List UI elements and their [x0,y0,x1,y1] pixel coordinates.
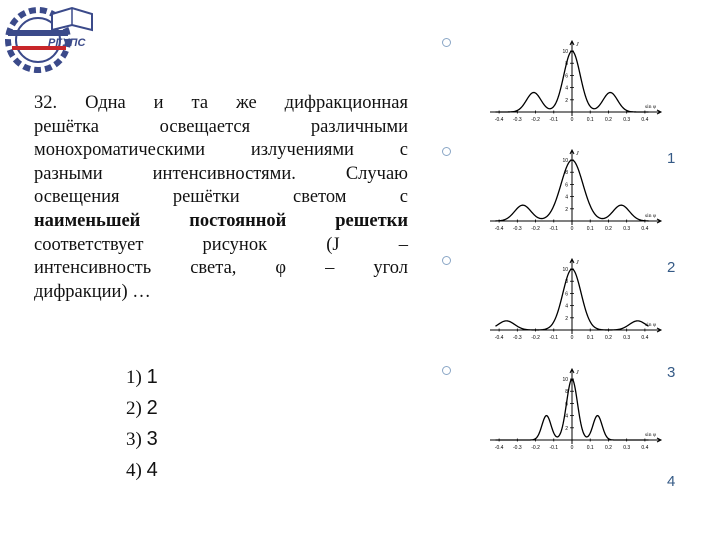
x-tick-label: -0.3 [513,335,522,341]
x-tick-label: -0.3 [513,117,522,123]
y-tick-label: 10 [562,377,568,384]
diffraction-figure-3 [478,258,668,350]
question-text [34,92,408,304]
answer-option-2[interactable]: 2) 2 [126,397,158,419]
y-axis-label: J [576,260,579,266]
x-axis-label: sin φ [645,104,656,110]
x-tick-label: 0.3 [623,117,631,123]
y-tick-label: 8 [565,170,568,177]
question-line: разными интенсивностями. Случаю [34,163,408,184]
bullet-icon [442,256,451,265]
x-tick-label: -0.4 [494,117,504,123]
y-tick-label: 2 [565,206,568,213]
x-tick-label: 0 [570,445,574,451]
bullet-icon [442,366,451,375]
x-tick-label: -0.1 [549,445,559,451]
x-tick-label: -0.2 [531,445,540,451]
y-tick-label: 6 [565,401,568,408]
x-tick-label: 0.4 [641,226,649,232]
y-tick-label: 2 [565,315,568,322]
x-tick-label: 0.3 [623,445,631,451]
question-line: 32. Одна и та же дифракционная [34,93,408,113]
bullet-icon [442,38,451,47]
y-tick-label: 10 [562,158,568,165]
university-logo [0,0,110,82]
x-axis-label: sin φ [645,213,656,219]
x-tick-label: 0 [570,226,574,232]
x-tick-label: 0.2 [604,117,612,123]
diffraction-figure-1 [478,40,668,132]
x-tick-label: -0.4 [494,445,504,451]
question-line: монохроматическими излучениями с [34,140,408,161]
x-tick-label: 0.2 [604,445,612,451]
question-line: дифракции) … [34,281,151,302]
figure-number-1: 1 [667,150,676,167]
x-tick-label: 0.1 [586,335,594,341]
answer-option-4[interactable]: 4) 4 [126,459,158,481]
y-tick-label: 6 [565,182,568,189]
x-tick-label: 0.2 [604,335,612,341]
y-tick-label: 4 [565,194,568,201]
y-tick-label: 8 [565,61,568,68]
x-tick-label: 0 [570,117,574,123]
question-line: интенсивность света, φ – угол [34,258,408,279]
y-axis-label: J [576,370,579,376]
y-tick-label: 2 [565,97,568,104]
x-tick-label: 0.4 [641,117,649,123]
y-tick-label: 10 [562,49,568,56]
x-tick-label: 0.3 [623,226,631,232]
x-tick-label: 0.3 [623,335,631,341]
bullet-icon [442,147,451,156]
y-tick-label: 4 [565,303,568,310]
x-tick-label: -0.2 [531,226,540,232]
question-line: соответствует рисунок (J – [34,234,408,255]
x-axis-label: sin φ [645,322,656,328]
x-tick-label: -0.1 [549,335,559,341]
x-tick-label: -0.3 [513,445,522,451]
x-axis-label: sin φ [645,432,656,438]
diffraction-figure-2 [478,149,668,241]
x-tick-label: 0.1 [586,445,594,451]
y-tick-label: 8 [565,279,568,286]
x-tick-label: 0.1 [586,226,594,232]
answer-option-1[interactable]: 1) 1 [126,366,158,388]
x-tick-label: -0.4 [494,335,504,341]
x-tick-label: -0.2 [531,117,540,123]
x-tick-label: -0.2 [531,335,540,341]
x-tick-label: 0.1 [586,117,594,123]
y-tick-label: 6 [565,291,568,298]
diffraction-figure-4 [478,368,668,460]
x-tick-label: -0.4 [494,226,504,232]
answer-options [126,362,158,486]
x-tick-label: -0.3 [513,226,522,232]
x-tick-label: 0.4 [641,335,649,341]
y-tick-label: 4 [565,413,568,420]
question-line: освещения решётки светом с [34,187,408,208]
x-tick-label: -0.1 [549,226,559,232]
y-tick-label: 10 [562,267,568,274]
x-tick-label: 0.4 [641,445,649,451]
x-tick-label: 0.2 [604,226,612,232]
figure-number-4: 4 [667,473,676,490]
y-axis-label: J [576,151,579,157]
x-tick-label: -0.1 [549,117,559,123]
y-axis-label: J [576,42,579,48]
answer-option-3[interactable]: 3) 3 [126,428,158,450]
y-tick-label: 2 [565,425,568,432]
y-tick-label: 4 [565,85,568,92]
question-line-emphasis: наименьшей постоянной решетки [34,210,408,231]
question-line: решётка освещается различными [34,116,408,137]
x-tick-label: 0 [570,335,574,341]
book-logo-icon [52,8,92,30]
y-tick-label: 8 [565,389,568,396]
figure-number-3: 3 [667,364,676,381]
figure-number-2: 2 [667,259,676,276]
y-tick-label: 6 [565,73,568,80]
logo-text: РГУПС [48,37,86,49]
